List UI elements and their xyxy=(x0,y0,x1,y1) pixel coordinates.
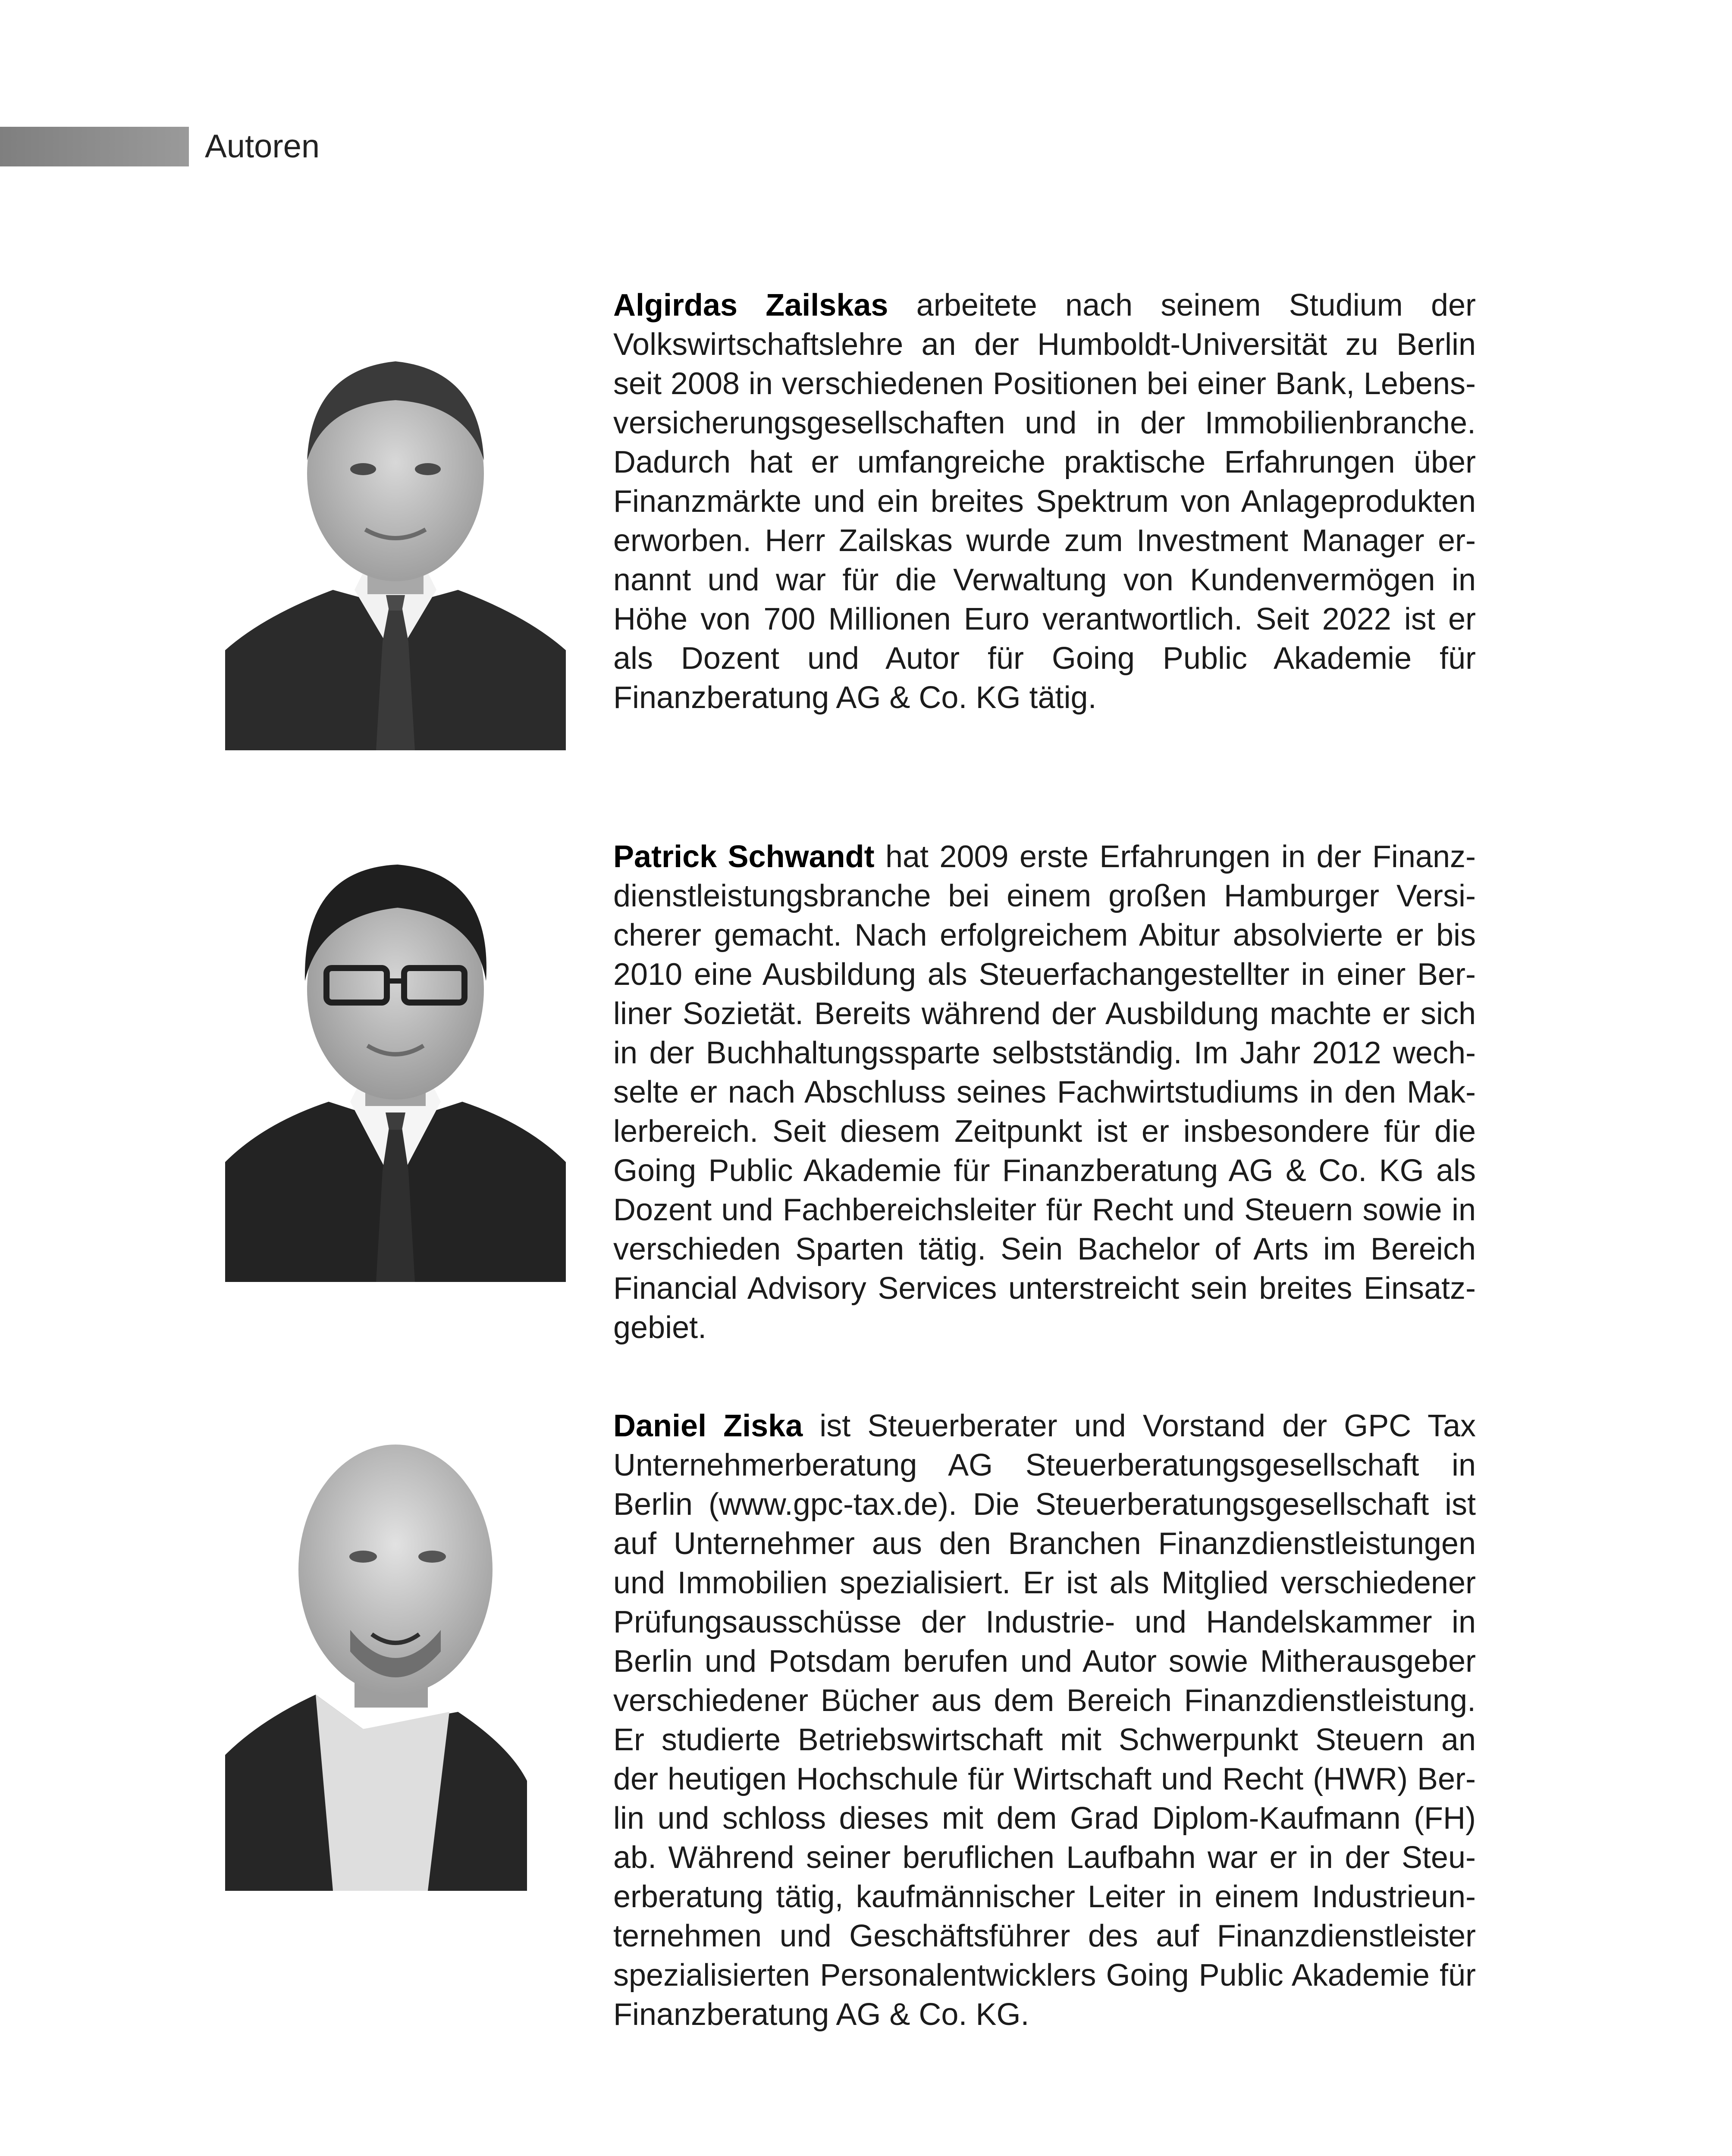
author-name: Patrick Schwandt xyxy=(613,840,875,874)
author-name: Algirdas Zailskas xyxy=(613,288,888,323)
author-bio-text: hat 2009 erste Erfahrungen in der Finanzdienstleistungsbranche bei einem großen Hamburger Versicherer gemacht. Nach erfolgreichem Abitur absolvierte er bis 2010 eine Ausbildung als Steuerfachangestellter in einer Berliner Sozietät. Bereits während der Ausbildung machte er sich in der Buchhaltungssparte selbstständig. Im Jahr 2012 wechselte er nach Abschluss seines Fachwirtstudiums in den Maklerbereich. Seit diesem Zeitpunkt ist er insbesondere für die Going Public Akademie für Finanzberatung AG & Co. KG als Dozent und Fachbereichsleiter für Recht und Steuern sowie in verschieden Sparten tätig. Sein Bachelor of Arts im Bereich Financial Advisory Services unterstreicht sein breites Einsatzgebiet. xyxy=(613,840,1476,1345)
author-bio-text: arbeitete nach seinem Studium der Volkswirtschaftslehre an der Humboldt-Universität zu Berlin seit 2008 in verschiedenen Positionen bei einer Bank, Lebensversicherungsgesellschaften und in der Immobilienbranche. Dadurch hat er umfangreiche praktische Erfahrungen über Finanzmärkte und ein breites Spektrum von Anlageprodukten erworben. Herr Zailskas wurde zum Investment Manager ernannt und war für die Verwaltung von Kundenvermögen in Höhe von 700 Millionen Euro verantwortlich. Seit 2022 ist er als Dozent und Autor für Going Public Akademie für Finanzberatung AG & Co. KG tätig. xyxy=(613,288,1476,715)
author-bio-text: ist Steuerberater und Vorstand der GPC Tax Unternehmerberatung AG Steuerberatungsgesellschaft in Berlin (www.gpc-tax.de). Die Steuerberatungsgesellschaft ist auf Unternehmer aus den Branchen Finanzdienstleistungen und Immobilien spezialisiert. Er ist als Mitglied verschiedener Prüfungsausschüsse der Industrie- und Handelskammer in Berlin und Potsdam berufen und Autor sowie Mitherausgeber verschiedener Bücher aus dem Bereich Finanzdienstleistung. Er studierte Betriebswirtschaft mit Schwerpunkt Steuern an der heutigen Hochschule für Wirtschaft und Recht (HWR) Berlin und schloss dieses mit dem Grad Diplom-Kaufmann (FH) ab. Während seiner beruflichen Laufbahn war er in der Steuerberatung tätig, kaufmännischer Leiter in einem Industrieunternehmen und Geschäftsführer des auf Finanzdienstleister spezialisierten Personalentwicklers Going Public Akademie für Finanzberatung AG & Co. KG. xyxy=(613,1409,1476,2032)
header-accent-bar xyxy=(0,127,189,166)
author-bio-zailskas xyxy=(613,286,1476,718)
author-portrait-schwandt xyxy=(225,843,566,1282)
author-portrait-ziska xyxy=(225,1427,566,1891)
author-bio-schwandt xyxy=(613,837,1476,1348)
section-title: Autoren xyxy=(205,128,320,165)
author-name: Daniel Ziska xyxy=(613,1409,803,1443)
author-bio-ziska xyxy=(613,1407,1476,2034)
author-portrait-zailskas xyxy=(225,331,566,750)
